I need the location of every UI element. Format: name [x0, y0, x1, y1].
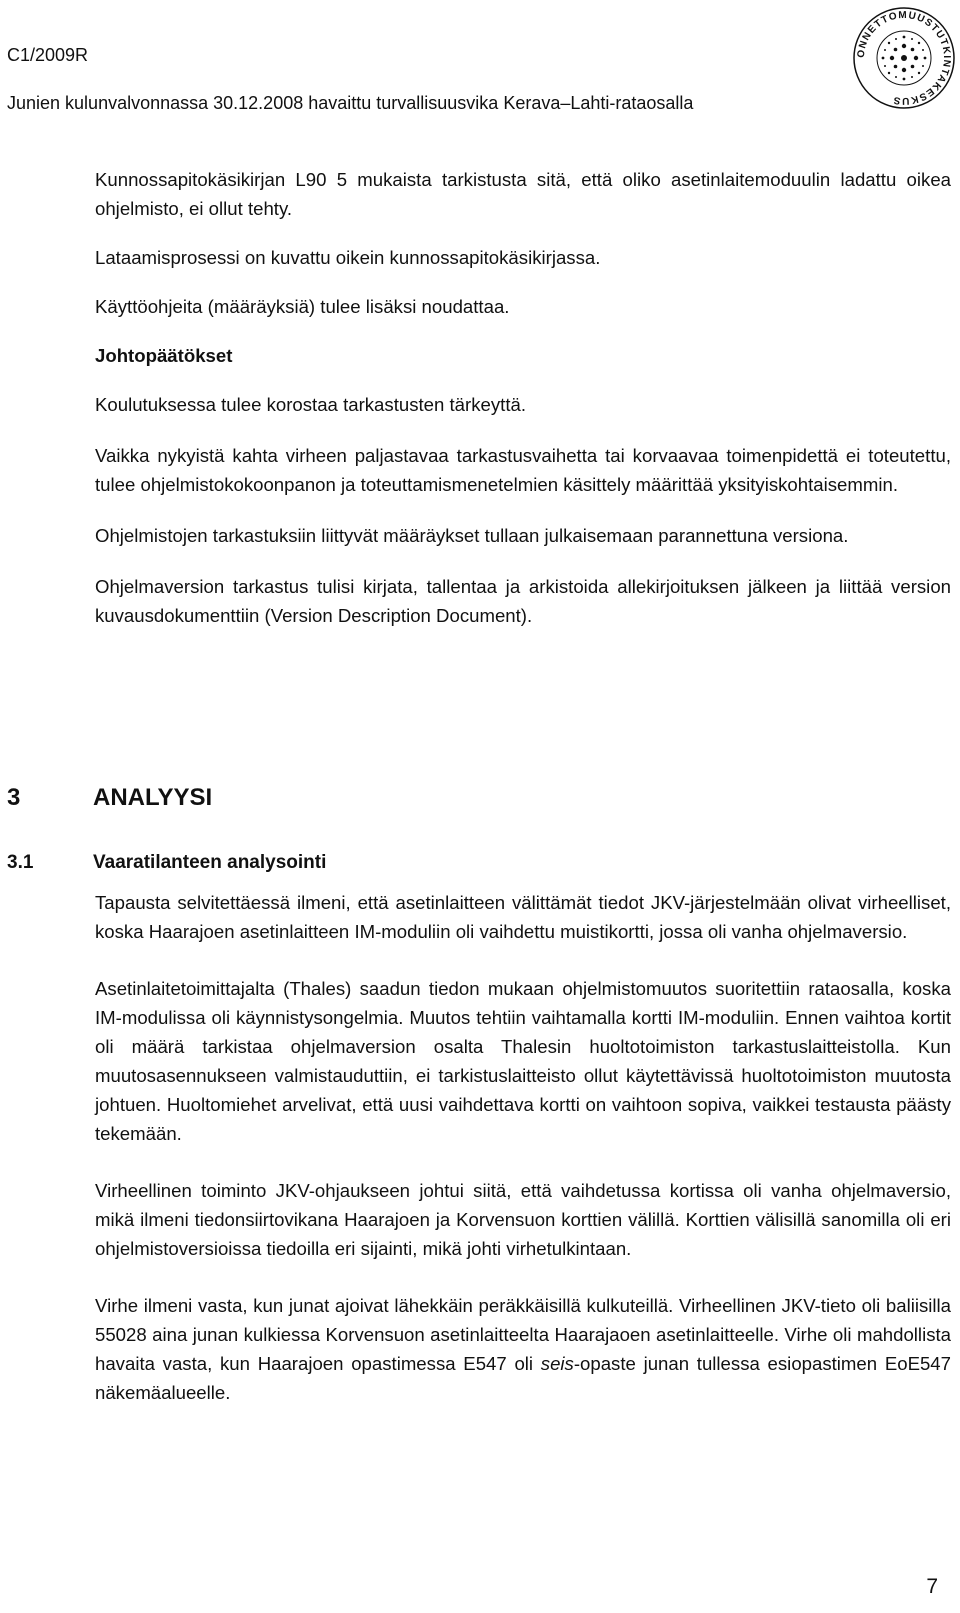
- analysis-paragraph-4-start: Virhe ilmeni vasta, kun junat ajoivat lähekkäin peräkkäisillä kulkuteillä. Virheellinen JKV-tieto oli baliisilla 55028 aina junan kulkiessa Korvensuon asetinlaitteelta Haarajaoen asetinlaitteelle. Virhe oli mahdollista havaita vasta, kun Haarajoen opastimessa E547 oli: [95, 1295, 951, 1374]
- analysis-paragraph-3: Virheellinen toiminto JKV-ohjaukseen johtui siitä, että vaihdetussa kortissa oli vanha ohjelmaversio, mikä ilmeni tiedonsiirtovikana Haarajoen ja Korvensuon korttien välillä. Korttien välisillä sanomilla oli eri ohjelmistoversioissa tiedoilla eri sijainti, mikä johti virhetulkintaan.: [95, 1180, 951, 1259]
- intro-paragraph-7: Ohjelmaversion tarkastus tulisi kirjata, tallentaa ja arkistoida allekirjoituksen jälkeen ja liittää version kuvausdokumenttiin (Version Description Document).: [95, 576, 951, 626]
- section-3-1-number: 3.1: [7, 852, 34, 873]
- section-3-1-title: Vaaratilanteen analysointi: [93, 852, 327, 873]
- analysis-section: [95, 888, 951, 1435]
- logo-ring-text: ONNETTOMUUSTUTKINTAKESKUS: [855, 9, 953, 107]
- section-3-heading: [7, 783, 212, 813]
- analysis-paragraph-4-italic: seis: [540, 1353, 574, 1374]
- intro-paragraph-3: Käyttöohjeita (määräyksiä) tulee lisäksi noudattaa.: [95, 296, 510, 317]
- analysis-paragraph-1: Tapausta selvitettäessä ilmeni, että asetinlaitteen välittämät tiedot JKV-järjestelmään olivat virheelliset, koska Haarajoen asetinlaitteen IM-moduliin oli vaihdettu muistikortti, jossa oli vanha ohjelmaversio.: [95, 892, 951, 942]
- section-3-number: 3: [7, 784, 21, 811]
- analysis-paragraph-4-end: -opaste junan tullessa esiopastimen EoE547 näkemäalueelle.: [95, 1353, 951, 1403]
- analysis-paragraph-2: Asetinlaitetoimittajalta (Thales) saadun tiedon mukaan ohjelmistomuutos suoritettiin rataosalla, koska IM-modulissa oli käynnistysongelmia. Muutos tehtiin vaihtamalla kortti IM-moduliin. Ennen vaihtoa kortit oli määrä tarkistaa ohjelmaversion osalta Thalesin huoltotoimiston tarkastuslaitteistolla. Kun muutosasennukseen valmistauduttiin, ei tarkistuslaitteisto ollut käytettävissä huoltotoimiston muutosta johtuen. Huoltomiehet arvelivat, että uusi vaihdettava kortti on vaihtoon sopiva, vaikkei testausta päästy tekemään.: [95, 978, 951, 1144]
- intro-paragraph-2: Lataamisprosessi on kuvattu oikein kunnossapitokäsikirjassa.: [95, 247, 601, 268]
- header-title: Junien kulunvalvonnassa 30.12.2008 havaittu turvallisuusvika Kerava–Lahti-rataosalla: [7, 93, 694, 113]
- intro-section: [95, 165, 951, 630]
- section-3-1-heading: [7, 850, 326, 876]
- intro-paragraph-5: Vaikka nykyistä kahta virheen paljastavaa tarkastusvaihetta tai korvaavaa toimenpidettä ei toteutettu, tulee ohjelmistokokoonpanon ja toteuttamismenetelmien käsittely määrittää yksityiskohtaisemmin.: [95, 445, 951, 495]
- section-3-title: ANALYYSI: [93, 784, 213, 811]
- conclusions-heading: Johtopäätökset: [95, 345, 233, 366]
- intro-paragraph-4: Koulutuksessa tulee korostaa tarkastusten tärkeyttä.: [95, 394, 526, 415]
- intro-paragraph-6: Ohjelmistojen tarkastuksiin liittyvät määräykset tullaan julkaisemaan parannettuna versiona.: [95, 525, 849, 546]
- analysis-paragraph-4: [95, 1291, 951, 1407]
- header-code: C1/2009R: [7, 45, 89, 65]
- intro-paragraph-1: Kunnossapitokäsikirjan L90 5 mukaista tarkistusta sitä, että oliko asetinlaitemoduulin ladattu oikea ohjelmisto, ei ollut tehty.: [95, 169, 951, 219]
- onnettomuustutkintakeskus-logo: [852, 6, 956, 110]
- page-number: 7: [926, 1575, 938, 1598]
